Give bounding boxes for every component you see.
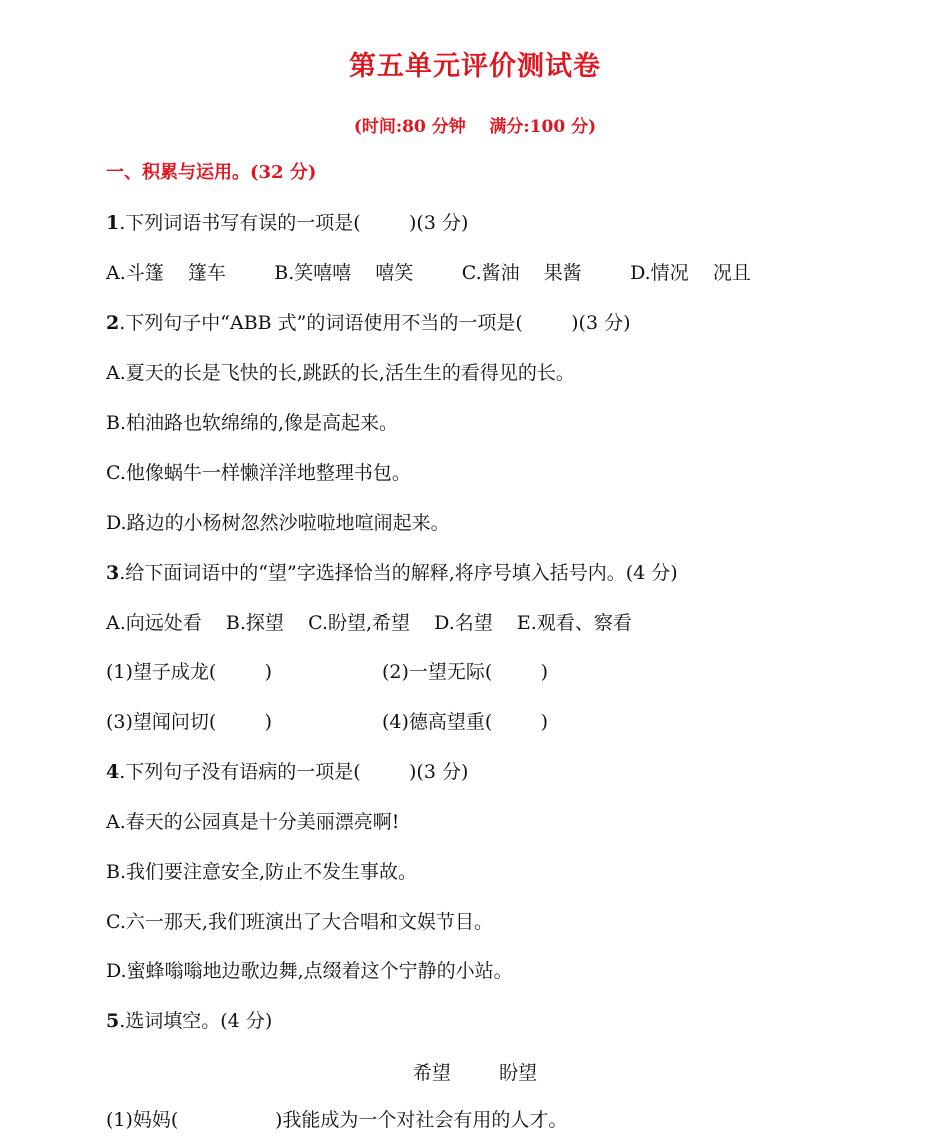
option-c: C.他像蜗牛一样懒洋洋地整理书包。 [106, 462, 411, 484]
sub-question-2: (2)一望无际( ) [382, 661, 549, 683]
sub-question-4: (4)德高望重( ) [382, 711, 549, 733]
question-text: .下列句子没有语病的一项是( )(3 分) [119, 761, 469, 783]
option-b: B.柏油路也软绵绵的,像是高起来。 [106, 412, 399, 434]
question-1-options: A.斗篷 篷车 B.笑嘻嘻 嘻笑 C.酱油 果酱 D.情况 况且 [106, 262, 751, 284]
option-a: A.夏天的长是飞快的长,跳跃的长,活生生的看得见的长。 [106, 362, 575, 384]
sub-question-1: (1)望子成龙( ) [106, 661, 273, 683]
question-number: 2 [106, 312, 120, 334]
page-title: 第五单元评价测试卷 [349, 51, 601, 82]
question-text: .选词填空。(4 分) [119, 1010, 273, 1032]
option-d: D.蜜蜂嗡嗡地边歌边舞,点缀着这个宁静的小站。 [106, 960, 513, 982]
option-d: D.路边的小杨树忽然沙啦啦地喧闹起来。 [106, 512, 450, 534]
section-heading: 一、积累与运用。(32 分) [106, 162, 317, 183]
fill-sentence-1: (1)妈妈( )我能成为一个对社会有用的人才。 [106, 1109, 568, 1131]
question-4 [106, 760, 468, 784]
question-number: 4 [106, 761, 120, 783]
question-text: .给下面词语中的“望”字选择恰当的解释,将序号填入括号内。(4 分) [119, 562, 678, 584]
question-text: .下列词语书写有误的一项是( )(3 分) [119, 212, 469, 234]
word-choices: 希望 盼望 [412, 1062, 538, 1084]
option-b: B.我们要注意安全,防止不发生事故。 [106, 861, 418, 883]
option-a: A.春天的公园真是十分美丽漂亮啊! [106, 811, 400, 833]
exam-info: (时间:80 分钟 满分:100 分) [353, 117, 597, 137]
question-3 [106, 561, 678, 585]
question-text: .下列句子中“ABB 式”的词语使用不当的一项是( )(3 分) [119, 312, 631, 334]
question-5 [106, 1009, 272, 1033]
sub-question-3: (3)望闻问切( ) [106, 711, 273, 733]
question-number: 1 [106, 212, 120, 234]
question-2 [106, 311, 630, 335]
question-number: 5 [106, 1010, 120, 1032]
question-number: 3 [106, 562, 120, 584]
question-1 [106, 211, 468, 235]
option-c: C.六一那天,我们班演出了大合唱和文娱节目。 [106, 911, 493, 933]
question-3-options: A.向远处看 B.探望 C.盼望,希望 D.名望 E.观看、察看 [106, 612, 632, 634]
